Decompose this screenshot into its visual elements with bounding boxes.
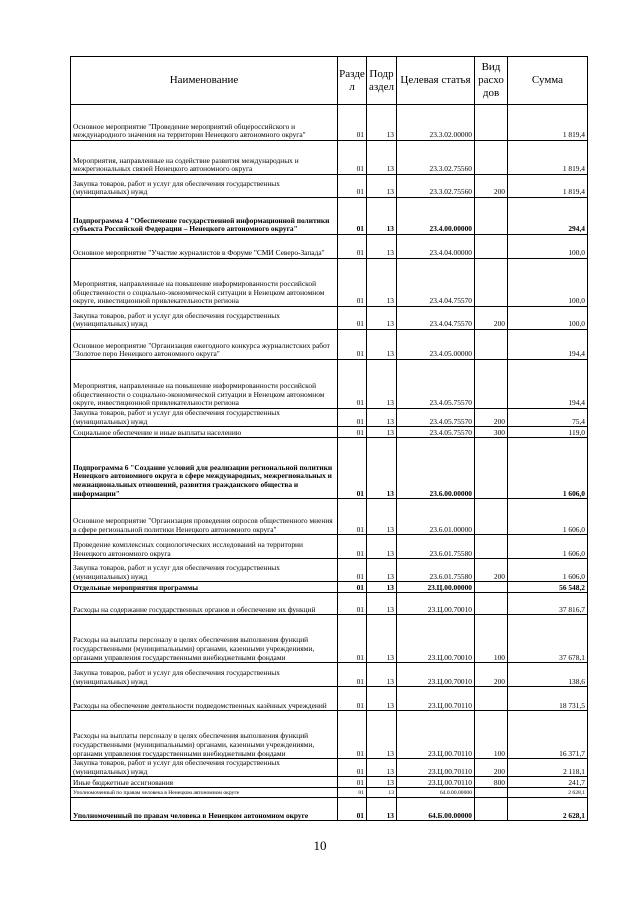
cell-podrazdel: 13 xyxy=(367,438,397,499)
table-row xyxy=(71,141,588,175)
cell-razdel: 01 xyxy=(338,330,367,360)
table-row xyxy=(71,777,588,788)
cell-sum: 100,0 xyxy=(508,259,588,307)
table-row xyxy=(71,330,588,360)
cell-vid xyxy=(475,141,508,175)
cell-podrazdel: 13 xyxy=(367,615,397,663)
cell-name: Основное мероприятие "Организация ежегодного конкурса журналистских работ "Золотое перо Ненецкого автономного округа" xyxy=(71,330,338,360)
cell-name: Расходы на обеспечение деятельности подведомственных казённых учреждений xyxy=(71,687,338,711)
table-row xyxy=(71,593,588,615)
cell-razdel: 01 xyxy=(338,198,367,235)
cell-name: Подпрограмма 6 "Создание условий для реализации региональной политики Ненецкого автономного округа в сфере международных, межрегиональных и межнациональных отношений, развития гражданского общества и информации" xyxy=(71,438,338,499)
cell-podrazdel: 13 xyxy=(367,105,397,141)
cell-sum: 1 819,4 xyxy=(508,175,588,198)
table-row xyxy=(71,535,588,559)
table-row xyxy=(71,499,588,535)
cell-vid xyxy=(475,499,508,535)
cell-name: Закупка товаров, работ и услуг для обеспечения государственных (муниципальных) нужд xyxy=(71,409,338,427)
cell-razdel: 01 xyxy=(338,663,367,687)
cell-podrazdel: 13 xyxy=(367,687,397,711)
cell-vid xyxy=(475,198,508,235)
cell-podrazdel: 13 xyxy=(367,559,397,582)
cell-sum: 1 606,0 xyxy=(508,438,588,499)
table-row xyxy=(71,198,588,235)
cell-razdel: 01 xyxy=(338,438,367,499)
cell-sum: 241,7 xyxy=(508,777,588,788)
cell-vid xyxy=(475,687,508,711)
cell-name: Уполномоченный по правам человека в Ненецком автономном округе xyxy=(71,798,338,821)
cell-sum: 294,4 xyxy=(508,198,588,235)
cell-name: Уполномоченный по правам человека в Ненецком автономном округе xyxy=(71,788,338,798)
table-row xyxy=(71,259,588,307)
header-podrazdel: Подр аздел xyxy=(367,57,397,105)
cell-razdel: 01 xyxy=(338,259,367,307)
cell-name: Расходы на выплаты персоналу в целях обеспечения выполнения функций государственными (муниципальными) органами, казенными учреждениями, органами управления государственными внебюджетными фондами xyxy=(71,711,338,759)
cell-name: Основное мероприятие "Участие журналистов в Форуме "СМИ Северо-Запада" xyxy=(71,235,338,259)
cell-podrazdel: 13 xyxy=(367,427,397,438)
cell-sum: 2 628,1 xyxy=(508,798,588,821)
cell-razdel: 01 xyxy=(338,105,367,141)
table-header-row xyxy=(71,57,588,105)
cell-podrazdel: 13 xyxy=(367,409,397,427)
table-row xyxy=(71,687,588,711)
cell-podrazdel: 13 xyxy=(367,777,397,788)
cell-name: Закупка товаров, работ и услуг для обеспечения государственных (муниципальных) нужд xyxy=(71,307,338,330)
cell-razdel: 01 xyxy=(338,593,367,615)
cell-name: Иные бюджетные ассигнования xyxy=(71,777,338,788)
cell-name: Подпрограмма 4 "Обеспечение государственной информационной политики субъекта Российской Федерации – Ненецкого автономного округа" xyxy=(71,198,338,235)
cell-vid: 100 xyxy=(475,615,508,663)
cell-razdel: 01 xyxy=(338,788,367,798)
header-target: Целевая статья xyxy=(397,57,475,105)
cell-name: Расходы на выплаты персоналу в целях обеспечения выполнения функций государственными (муниципальными) органами, казенными учреждениями, органами управления государственными внебюджетными фондами xyxy=(71,615,338,663)
cell-name: Отдельные мероприятия программы xyxy=(71,582,338,593)
cell-podrazdel: 13 xyxy=(367,330,397,360)
cell-target: 23.4.04.00000 xyxy=(397,235,475,259)
cell-podrazdel: 13 xyxy=(367,198,397,235)
page-number: 10 xyxy=(313,838,327,853)
cell-name: Закупка товаров, работ и услуг для обеспечения государственных (муниципальных) нужд xyxy=(71,559,338,582)
table-row xyxy=(71,360,588,409)
cell-vid xyxy=(475,788,508,798)
cell-sum: 119,0 xyxy=(508,427,588,438)
cell-name: Социальное обеспечение и иные выплаты населению xyxy=(71,427,338,438)
cell-podrazdel: 13 xyxy=(367,259,397,307)
cell-vid xyxy=(475,259,508,307)
cell-razdel: 01 xyxy=(338,798,367,821)
cell-podrazdel: 13 xyxy=(367,593,397,615)
cell-vid xyxy=(475,438,508,499)
cell-podrazdel: 13 xyxy=(367,788,397,798)
cell-podrazdel: 13 xyxy=(367,535,397,559)
cell-razdel: 01 xyxy=(338,777,367,788)
cell-vid: 200 xyxy=(475,307,508,330)
cell-target: 23.4.04.75570 xyxy=(397,307,475,330)
cell-vid xyxy=(475,330,508,360)
cell-sum: 1 606,0 xyxy=(508,559,588,582)
cell-name: Закупка товаров, работ и услуг для обеспечения государственных (муниципальных) нужд xyxy=(71,759,338,777)
cell-name: Основное мероприятие "Проведение мероприятий общероссийского и международного значения на территории Ненецкого автономного округа" xyxy=(71,105,338,141)
cell-podrazdel: 13 xyxy=(367,235,397,259)
cell-podrazdel: 13 xyxy=(367,711,397,759)
cell-vid: 100 xyxy=(475,711,508,759)
cell-razdel: 01 xyxy=(338,711,367,759)
cell-target: 23.Ц.00.70110 xyxy=(397,759,475,777)
cell-target: 23.Ц.00.70110 xyxy=(397,687,475,711)
cell-razdel: 01 xyxy=(338,307,367,330)
table-row xyxy=(71,175,588,198)
cell-razdel: 01 xyxy=(338,615,367,663)
cell-vid: 200 xyxy=(475,759,508,777)
cell-vid: 200 xyxy=(475,175,508,198)
cell-sum: 37 816,7 xyxy=(508,593,588,615)
table-row xyxy=(71,559,588,582)
cell-sum: 16 371,7 xyxy=(508,711,588,759)
table-row xyxy=(71,438,588,499)
cell-razdel: 01 xyxy=(338,499,367,535)
cell-name: Проведение комплексных социологических исследований на территории Ненецкого автономного округа xyxy=(71,535,338,559)
cell-target: 23.4.05.75570 xyxy=(397,409,475,427)
cell-target: 23.4.05.75570 xyxy=(397,360,475,409)
cell-name: Мероприятия, направленные на содействие развития международных и межрегиональных связей Ненецкого автономного округа xyxy=(71,141,338,175)
table-row xyxy=(71,788,588,798)
cell-razdel: 01 xyxy=(338,409,367,427)
cell-sum: 37 678,1 xyxy=(508,615,588,663)
table-row xyxy=(71,235,588,259)
cell-vid: 200 xyxy=(475,409,508,427)
cell-podrazdel: 13 xyxy=(367,582,397,593)
cell-sum: 2 628,1 xyxy=(508,788,588,798)
cell-podrazdel: 13 xyxy=(367,360,397,409)
budget-table xyxy=(70,56,588,821)
cell-razdel: 01 xyxy=(338,235,367,259)
cell-podrazdel: 13 xyxy=(367,798,397,821)
cell-vid xyxy=(475,593,508,615)
cell-podrazdel: 13 xyxy=(367,759,397,777)
cell-sum: 1 819,4 xyxy=(508,105,588,141)
cell-sum: 1 606,0 xyxy=(508,535,588,559)
cell-target: 23.Ц.00.00000 xyxy=(397,582,475,593)
cell-vid xyxy=(475,535,508,559)
cell-target: 23.6.01.00000 xyxy=(397,499,475,535)
table-row xyxy=(71,798,588,821)
cell-razdel: 01 xyxy=(338,141,367,175)
cell-vid xyxy=(475,798,508,821)
header-vid: Вид расхо дов xyxy=(475,57,508,105)
cell-target: 23.3.02.75560 xyxy=(397,141,475,175)
cell-vid xyxy=(475,360,508,409)
cell-target: 23.6.00.00000 xyxy=(397,438,475,499)
cell-target: 23.3.02.00000 xyxy=(397,105,475,141)
table-row xyxy=(71,663,588,687)
cell-sum: 2 118,1 xyxy=(508,759,588,777)
header-name: Наименование xyxy=(71,57,338,105)
header-sum: Сумма xyxy=(508,57,588,105)
cell-sum: 194,4 xyxy=(508,360,588,409)
cell-podrazdel: 13 xyxy=(367,175,397,198)
cell-target: 23.Ц.00.70010 xyxy=(397,663,475,687)
cell-sum: 194,4 xyxy=(508,330,588,360)
table-row xyxy=(71,427,588,438)
table-row xyxy=(71,615,588,663)
cell-vid xyxy=(475,105,508,141)
table-body xyxy=(71,105,588,821)
cell-target: 23.6.01.75580 xyxy=(397,559,475,582)
cell-target: 23.4.04.75570 xyxy=(397,259,475,307)
cell-podrazdel: 13 xyxy=(367,663,397,687)
cell-target: 23.Ц.00.70110 xyxy=(397,711,475,759)
cell-name: Основное мероприятие "Организация проведения опросов общественного мнения в сфере региональной политики Ненецкого автономного округа" xyxy=(71,499,338,535)
cell-razdel: 01 xyxy=(338,582,367,593)
cell-razdel: 01 xyxy=(338,175,367,198)
cell-vid: 200 xyxy=(475,559,508,582)
table-row xyxy=(71,711,588,759)
table-row xyxy=(71,307,588,330)
cell-name: Расходы на содержание государственных органов и обеспечение их функций xyxy=(71,593,338,615)
cell-target: 23.Ц.00.70010 xyxy=(397,615,475,663)
cell-target: 23.Ц.00.70010 xyxy=(397,593,475,615)
cell-sum: 100,0 xyxy=(508,235,588,259)
cell-sum: 18 731,5 xyxy=(508,687,588,711)
cell-target: 23.Ц.00.70110 xyxy=(397,777,475,788)
cell-target: 64.Б.00.00000 xyxy=(397,798,475,821)
cell-target: 23.4.00.00000 xyxy=(397,198,475,235)
table-row xyxy=(71,409,588,427)
cell-target: 23.4.05.75570 xyxy=(397,427,475,438)
cell-sum: 1 819,4 xyxy=(508,141,588,175)
cell-vid: 300 xyxy=(475,427,508,438)
cell-name: Закупка товаров, работ и услуг для обеспечения государственных (муниципальных) нужд xyxy=(71,175,338,198)
cell-vid: 800 xyxy=(475,777,508,788)
cell-sum: 1 606,0 xyxy=(508,499,588,535)
cell-razdel: 01 xyxy=(338,759,367,777)
cell-sum: 75,4 xyxy=(508,409,588,427)
cell-name: Закупка товаров, работ и услуг для обеспечения государственных (муниципальных) нужд xyxy=(71,663,338,687)
cell-razdel: 01 xyxy=(338,559,367,582)
cell-sum: 138,6 xyxy=(508,663,588,687)
cell-vid xyxy=(475,235,508,259)
cell-target: 23.6.01.75580 xyxy=(397,535,475,559)
cell-razdel: 01 xyxy=(338,687,367,711)
table-row xyxy=(71,759,588,777)
cell-podrazdel: 13 xyxy=(367,141,397,175)
table-row xyxy=(71,105,588,141)
cell-sum: 56 548,2 xyxy=(508,582,588,593)
cell-razdel: 01 xyxy=(338,427,367,438)
header-razdel: Разде л xyxy=(338,57,367,105)
cell-target: 64.0.00.00000 xyxy=(397,788,475,798)
table-row xyxy=(71,582,588,593)
cell-target: 23.4.05.00000 xyxy=(397,330,475,360)
cell-vid xyxy=(475,582,508,593)
cell-name: Мероприятия, направленные на повышение информированности российской общественности о социально-экономической ситуации в Ненецком автономном округе, инвестиционной привлекательности региона xyxy=(71,360,338,409)
cell-name: Мероприятия, направленные на повышение информированности российской общественности о социально-экономической ситуации в Ненецком автономном округе, инвестиционной привлекательности региона xyxy=(71,259,338,307)
cell-podrazdel: 13 xyxy=(367,307,397,330)
cell-podrazdel: 13 xyxy=(367,499,397,535)
cell-vid: 200 xyxy=(475,663,508,687)
cell-sum: 100,0 xyxy=(508,307,588,330)
cell-razdel: 01 xyxy=(338,535,367,559)
cell-razdel: 01 xyxy=(338,360,367,409)
cell-target: 23.3.02.75560 xyxy=(397,175,475,198)
